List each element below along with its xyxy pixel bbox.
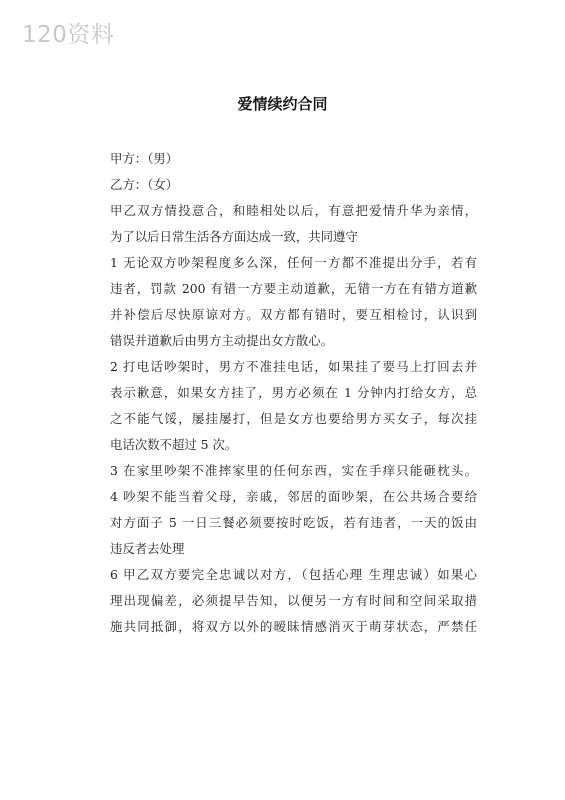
- text-line: 违者，罚款 200 有错一方要主动道歉，无错一方在有错方道歉: [110, 281, 477, 296]
- text-line: 施共同抵御，将双方以外的暧昧情感消灭于萌芽状态，严禁任: [110, 619, 477, 634]
- text-line: 表示歉意，如果女方挂了，男方必须在 1 分钟内打给女方，总: [110, 385, 477, 400]
- text-line: 乙方：（女）: [110, 177, 179, 192]
- party-b-line: [110, 172, 477, 198]
- clause-3: [110, 458, 477, 484]
- text-line: 甲方：（男）: [110, 151, 179, 166]
- text-line: 电话次数不超过 5 次。: [110, 437, 238, 452]
- text-line: 为了以后日常生活各方面达成一致，共同遵守: [110, 229, 358, 244]
- text-line: 4 吵架不能当着父母，亲戚，邻居的面吵架，在公共场合要给: [110, 489, 477, 504]
- clause-1: [110, 250, 477, 354]
- text-line: 错误并道歉后由男方主动提出女方散心。: [110, 333, 334, 348]
- clause-6: [110, 562, 477, 640]
- document-title: 爱情续约合同: [237, 95, 328, 113]
- clause-2: [110, 354, 477, 458]
- watermark: 120资料: [22, 22, 115, 48]
- text-line: 之不能气馁，屡挂屡打，但是女方也要给男方买女子，每次挂: [110, 411, 477, 426]
- text-line: 理出现偏差，必须提早告知，以便另一方有时间和空间采取措: [110, 593, 477, 608]
- text-line: 2 打电话吵架时，男方不准挂电话，如果挂了要马上打回去并: [110, 359, 477, 374]
- text-line: 甲乙双方情投意合，和睦相处以后，有意把爱情升华为亲情，: [110, 203, 477, 218]
- clause-4-5: [110, 484, 477, 562]
- party-a-line: [110, 146, 477, 172]
- document-body: [110, 146, 477, 640]
- preamble-paragraph: [110, 198, 477, 250]
- text-line: 3 在家里吵架不准摔家里的任何东西，实在手痒只能砸枕头。: [110, 463, 477, 478]
- text-line: 对方面子 5 一日三餐必须要按时吃饭，若有违者，一天的饭由: [110, 515, 477, 530]
- text-line: 违反者去处理: [110, 541, 185, 556]
- text-line: 并补偿后尽快原谅对方。双方都有错时，要互相检讨，认识到: [110, 307, 477, 322]
- text-line: 1 无论双方吵架程度多么深，任何一方都不准提出分手，若有: [110, 255, 477, 270]
- text-line: 6 甲乙双方要完全忠诚以对方，（包括心理 生理忠诚）如果心: [110, 567, 477, 582]
